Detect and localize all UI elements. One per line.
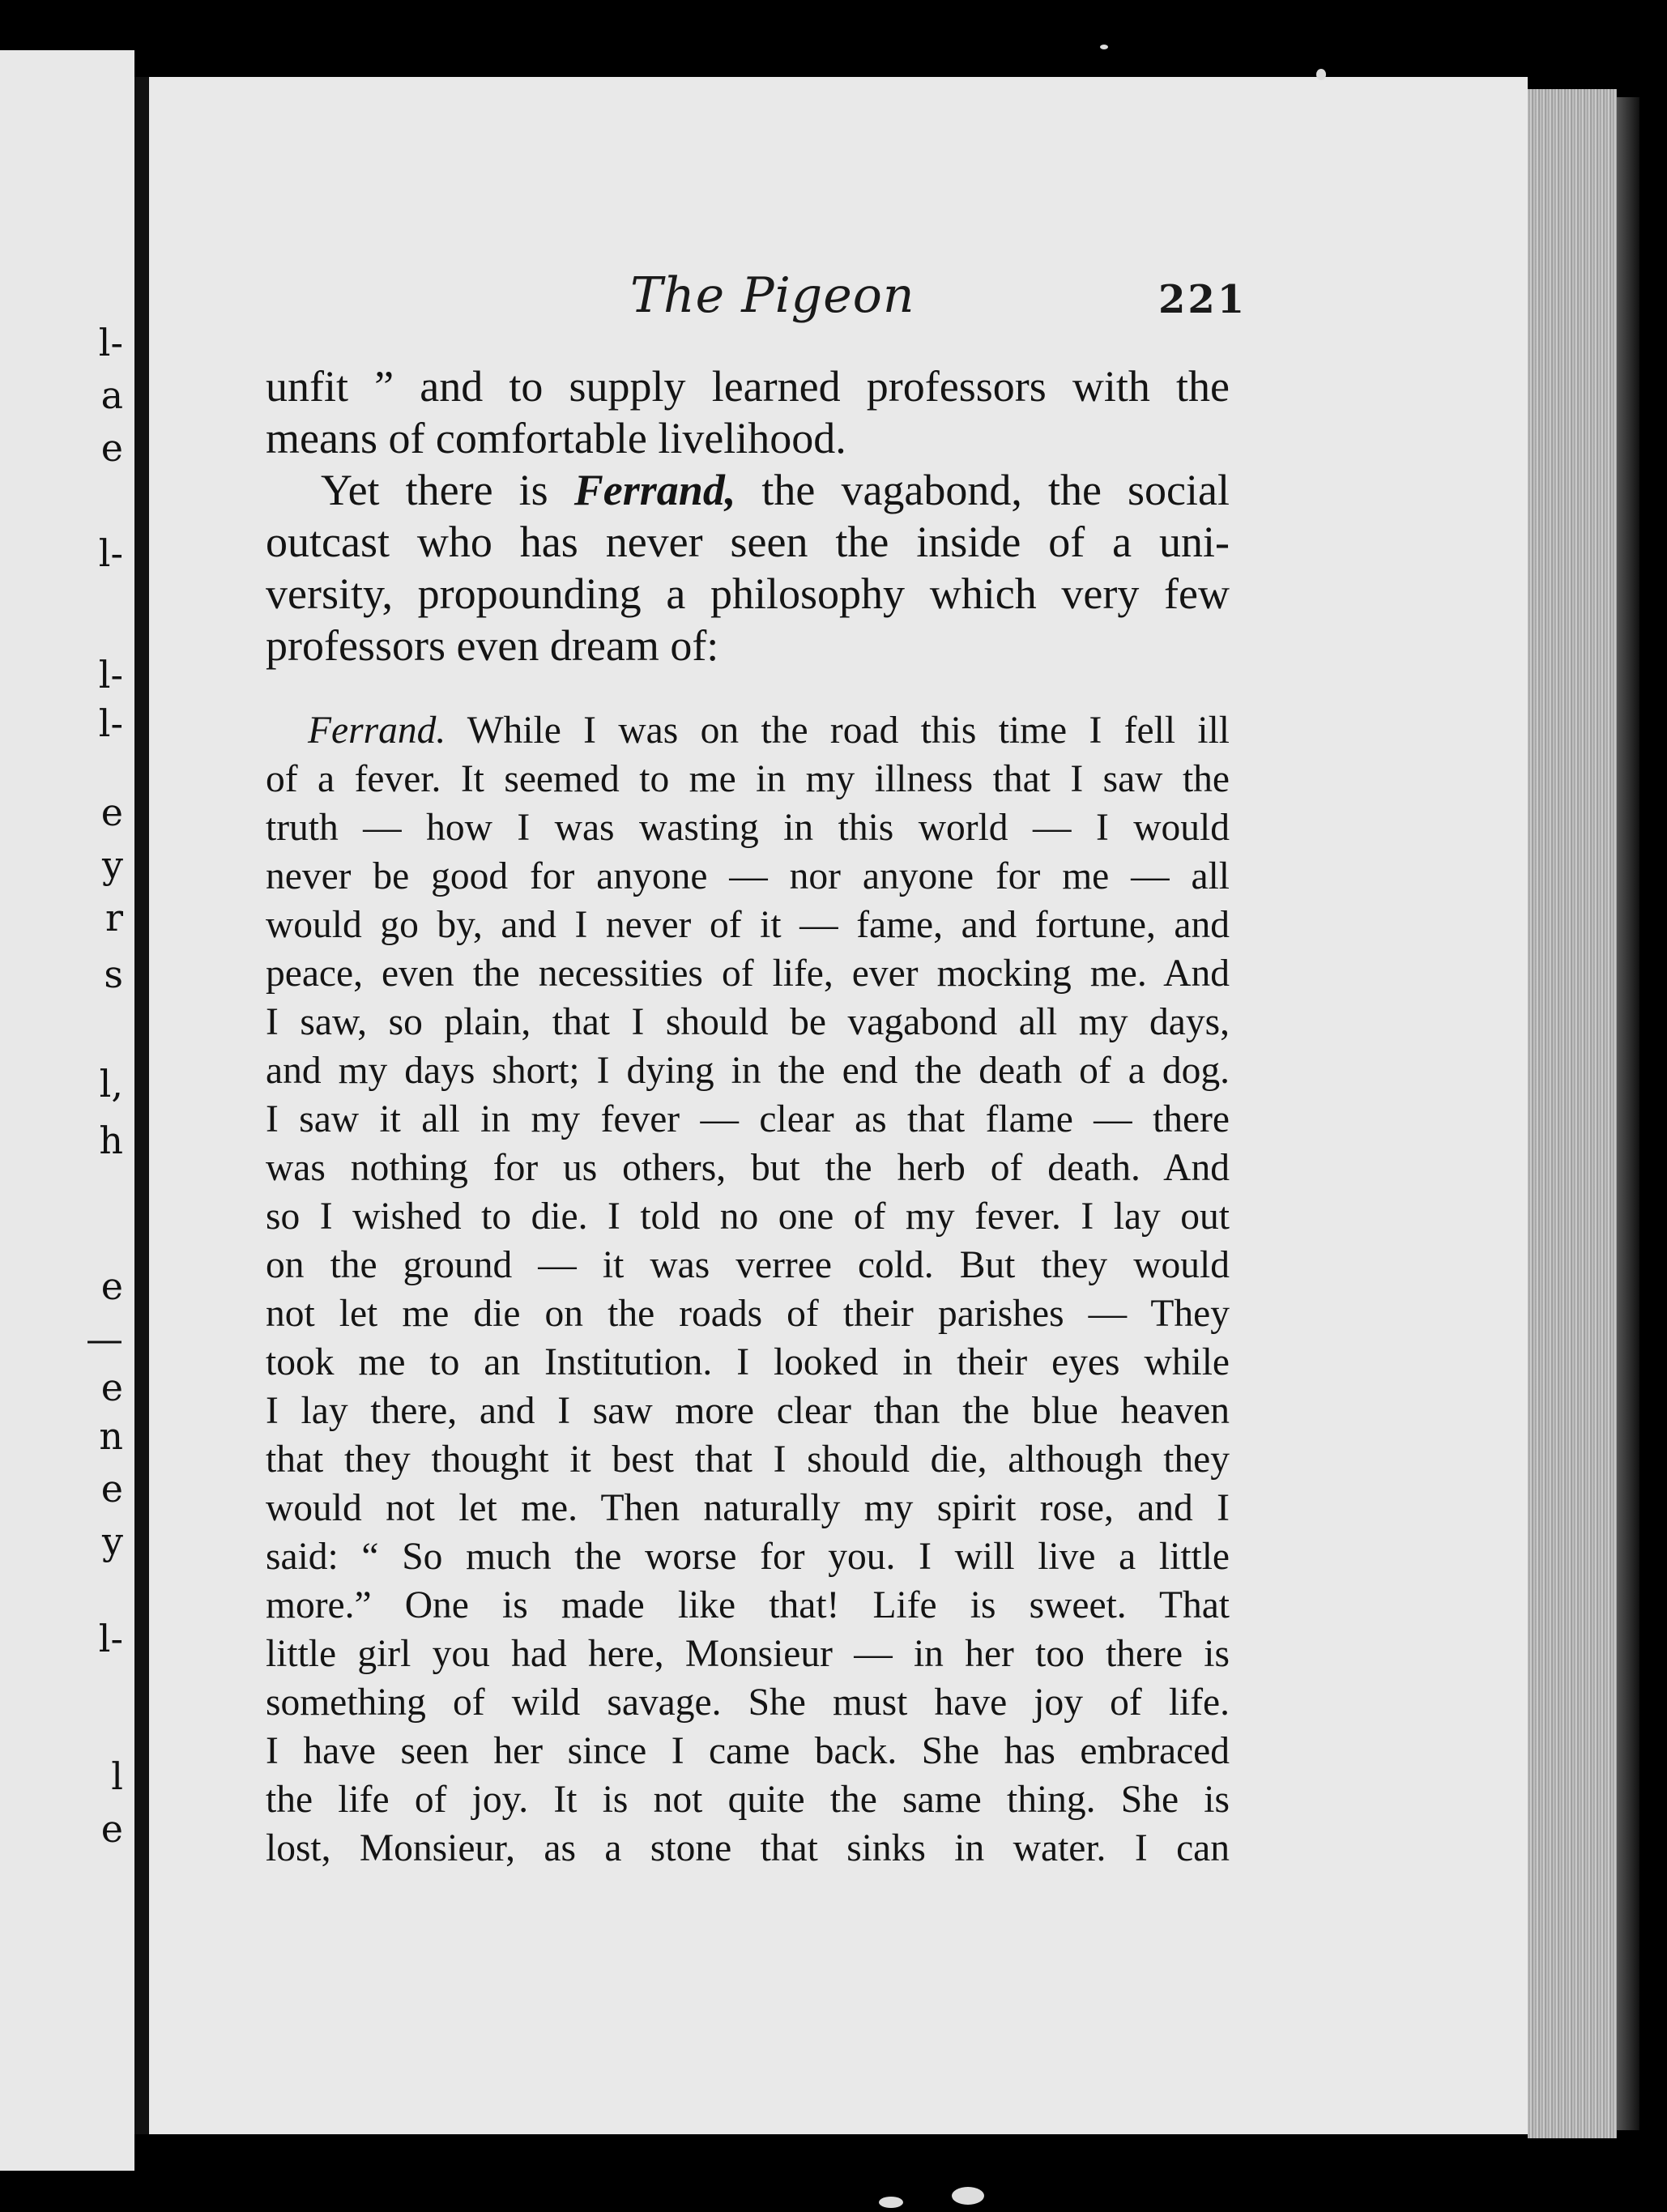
text-line: means of comfortable livelihood. xyxy=(266,414,846,462)
left-page-fragment: l- xyxy=(98,321,123,364)
text-line: truth — how I was wasting in this world — I would xyxy=(266,807,1230,849)
left-page-fragment: e xyxy=(100,1366,123,1409)
text-line: on the ground — it was verree cold. But they would xyxy=(266,1244,1230,1286)
text-line xyxy=(266,464,1230,516)
text-line: I saw it all in my fever — clear as that flame — there xyxy=(266,1098,1230,1140)
left-page-fragment: e xyxy=(100,1807,123,1851)
text-line: the life of joy. It is not quite the same thing. She is xyxy=(266,1779,1230,1821)
text-line: professors even dream of: xyxy=(266,621,719,670)
left-page-fragment: a xyxy=(100,373,123,417)
text-line: would not let me. Then naturally my spirit rose, and I xyxy=(266,1487,1230,1529)
left-page-fragment: l- xyxy=(98,1617,123,1660)
text-line: would go by, and I never of it — fame, and fortune, and xyxy=(266,904,1230,946)
text-line: versity, propounding a philosophy which very few xyxy=(266,569,1230,618)
text-line: I lay there, and I saw more clear than the blue heaven xyxy=(266,1390,1230,1432)
left-page-text-fragments xyxy=(0,50,134,2171)
text-line: so I wished to die. I told no one of my fever. I lay out xyxy=(266,1196,1230,1238)
page-number: 221 xyxy=(1158,277,1247,322)
text-line: little girl you had here, Monsieur — in her too there is xyxy=(266,1633,1230,1675)
left-page-fragment: e xyxy=(100,791,123,834)
text-line: I saw, so plain, that I should be vagabond all my days, xyxy=(266,1001,1230,1043)
inline-text: Yet there is xyxy=(321,466,574,514)
intro-paragraphs xyxy=(266,360,1230,671)
book-spine-gutter xyxy=(134,77,149,2134)
speaker-name: Ferrand. xyxy=(308,710,446,752)
text-line: said: “ So much the worse for you. I will live a little xyxy=(266,1536,1230,1578)
text-line: not let me die on the roads of their parishes — They xyxy=(266,1293,1230,1335)
text-line: of a fever. It seemed to me in my illness that I saw the xyxy=(266,758,1230,800)
running-title: The Pigeon xyxy=(630,267,915,324)
left-page-fragment: l- xyxy=(98,653,123,697)
character-name: Ferrand, xyxy=(573,466,736,514)
text-line: unfit ” and to supply learned professors with the xyxy=(266,362,1230,411)
left-page-fragment: y xyxy=(102,843,123,887)
left-page-fragment: l- xyxy=(98,531,123,575)
scan-speck xyxy=(879,2197,903,2208)
text-line: took me to an Institution. I looked in their eyes while xyxy=(266,1341,1230,1383)
text-line xyxy=(266,706,1230,755)
scan-speck xyxy=(1100,45,1108,49)
text-line: something of wild savage. She must have joy of life. xyxy=(266,1681,1230,1724)
left-page-fragment: e xyxy=(100,1467,123,1511)
left-facing-page xyxy=(0,50,134,2171)
left-page-fragment: l- xyxy=(98,701,123,745)
left-page-fragment: — xyxy=(86,1317,123,1361)
text-line: lost, Monsieur, as a stone that sinks in water. I can xyxy=(266,1827,1230,1869)
text-line: more.” One is made like that! Life is sweet. That xyxy=(266,1584,1230,1626)
left-page-fragment: h xyxy=(99,1119,123,1162)
left-page-fragment: e xyxy=(100,1264,123,1308)
page-edge-shadow xyxy=(1617,97,1639,2130)
left-page-fragment: r xyxy=(105,896,123,940)
text-line: was nothing for us others, but the herb of death. And xyxy=(266,1147,1230,1189)
text-line: outcast who has never seen the inside of a uni- xyxy=(266,518,1230,566)
scan-speck xyxy=(952,2187,984,2205)
text-line: peace, even the necessities of life, ever mocking me. And xyxy=(266,953,1230,995)
scan-speck xyxy=(1316,69,1326,80)
left-page-fragment: n xyxy=(99,1414,123,1458)
quotation-lines xyxy=(266,755,1230,1873)
left-page-fragment: l xyxy=(111,1754,123,1798)
left-page-fragment: e xyxy=(100,426,123,470)
page-edges xyxy=(1528,89,1617,2138)
inline-text: While I was on the road this time I fell ill xyxy=(446,710,1230,752)
left-page-fragment: s xyxy=(104,953,123,996)
block-quotation xyxy=(266,706,1230,1873)
text-line: that they thought it best that I should die, although they xyxy=(266,1438,1230,1481)
left-page-fragment: y xyxy=(102,1519,123,1563)
text-line: I have seen her since I came back. She has embraced xyxy=(266,1730,1230,1772)
text-line: never be good for anyone — nor anyone for me — all xyxy=(266,855,1230,897)
inline-text: the vagabond, the social xyxy=(735,466,1230,514)
text-line: and my days short; I dying in the end the death of a dog. xyxy=(266,1050,1230,1092)
left-page-fragment: l, xyxy=(99,1062,123,1106)
